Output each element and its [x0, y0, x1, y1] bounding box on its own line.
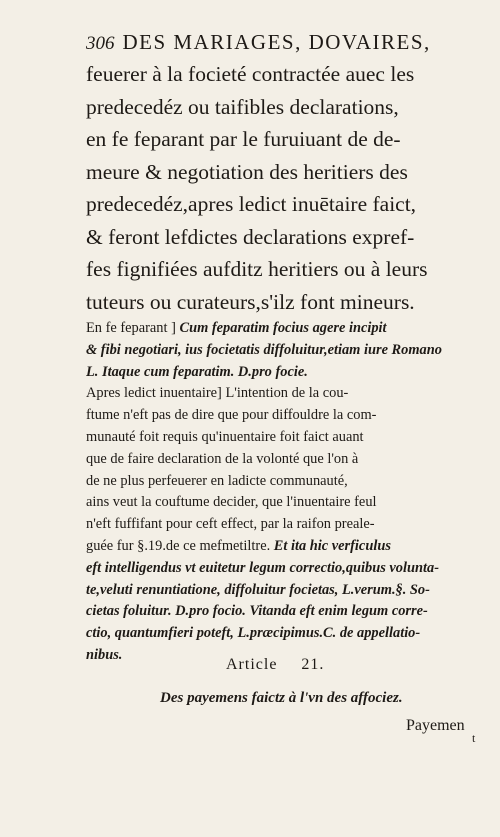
commentary-line	[86, 318, 478, 340]
commentary-roman: ains veut la couftume decider, que l'inuentaire feul	[86, 494, 377, 511]
commentary-italic: & fibi negotiari, ius focietatis diffoluitur,etiam iure Romano	[86, 341, 442, 358]
commentary-line	[86, 383, 478, 405]
commentary-italic: L. Itaque cum feparatim. D.pro focie.	[86, 363, 308, 380]
commentary-line	[86, 471, 478, 493]
commentary-roman: En fe feparant ]	[86, 320, 180, 336]
text-line: feuerer à la focieté contractée auec les	[86, 62, 415, 86]
text-line: predecedéz ou taifibles declarations,	[86, 94, 399, 119]
article-number: 21.	[301, 656, 325, 673]
main-text	[86, 58, 478, 318]
commentary-roman: ftume n'eft pas de dire que pour diffouldre la com-	[86, 407, 377, 424]
text-line: & feront lefdictes declarations expref-	[86, 224, 415, 249]
commentary-roman: munauté foit requis qu'inuentaire foit faict auant	[86, 428, 364, 445]
commentary-line	[86, 536, 478, 558]
text-line: predecedéz,apres ledict inuētaire faict,	[86, 192, 417, 216]
signature-mark: t	[472, 731, 476, 745]
text-line: en fe feparant par le furuiuant de de-	[86, 127, 401, 151]
article-heading	[226, 656, 324, 674]
catchword: Payemen	[406, 717, 465, 734]
commentary-roman: guée fur §.19.de ce mefmetiltre.	[86, 537, 274, 554]
text-line: fes fignifiées aufditz heritiers ou à leurs	[86, 257, 428, 281]
commentary-italic: eft intelligendus vt euitetur legum correctio,quibus volunta-	[86, 559, 439, 576]
running-header	[86, 30, 476, 55]
commentary	[86, 318, 478, 667]
commentary-italic: te,veluti renuntiatione, diffoluitur focietas, L.verum.§. So-	[86, 581, 430, 598]
commentary-roman: n'eft fuffifant pour ceft effect, par la raifon preale-	[86, 516, 375, 533]
running-title: DES MARIAGES, DOVAIRES,	[122, 30, 431, 54]
commentary-line	[86, 362, 478, 384]
commentary-line	[86, 514, 478, 536]
commentary-italic: nibus.	[86, 646, 123, 663]
commentary-line	[86, 623, 478, 645]
commentary-italic: cietas foluitur. D.pro focio. Vitanda eft enim legum corre-	[86, 603, 428, 620]
page-number: 306	[86, 33, 115, 54]
commentary-line	[86, 427, 478, 449]
commentary-line	[86, 405, 478, 427]
commentary-line	[86, 580, 478, 602]
commentary-roman: que de faire declaration de la volonté que l'on à	[86, 450, 359, 467]
commentary-line	[86, 449, 478, 471]
commentary-italic: Cum feparatim focius agere incipit	[179, 320, 387, 336]
text-line: meure & negotiation des heritiers des	[86, 159, 408, 184]
commentary-italic: Et ita hic verficulus	[273, 537, 391, 554]
commentary-roman: de ne plus perfeuerer en ladicte communauté,	[86, 472, 348, 489]
commentary-line	[86, 492, 478, 514]
commentary-roman: Apres ledict inuentaire] L'intention de la cou-	[86, 385, 349, 402]
commentary-line	[86, 601, 478, 623]
text-line: tuteurs ou curateurs,s'ilz font mineurs.	[86, 289, 415, 314]
commentary-line	[86, 558, 478, 580]
commentary-italic: ctio, quantumfieri poteft, L.præcipimus.C. de appellatio-	[86, 625, 421, 642]
article-subtitle: Des payemens faictz à l'vn des affociez.	[160, 690, 403, 706]
commentary-line	[86, 340, 478, 362]
article-label: Article	[226, 656, 278, 673]
